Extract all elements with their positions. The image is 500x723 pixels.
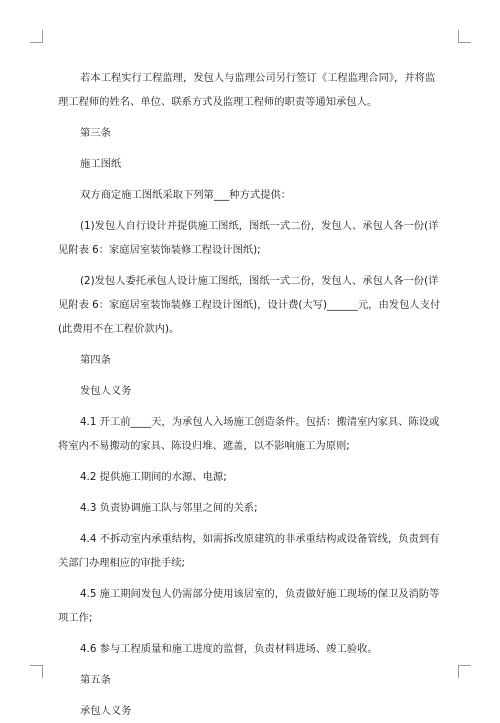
article-5-number: 第五条: [80, 674, 111, 686]
paragraph-option-2-line2: 见附表 6：家庭居室装饰装修工程设计图纸)，设计费(大写)______元，由发包人支付: [58, 299, 441, 311]
article-4-title: 发包人义务: [80, 385, 132, 397]
article-3-number: 第三条: [80, 127, 111, 139]
clause-4-1-line1: 4.1 开工前____天，为承包人入场施工创造条件。包括：搬清室内家具、陈设或: [80, 416, 440, 428]
article-5-title: 承包人义务: [80, 705, 132, 717]
clause-4-4-line2: 关部门办理相应的审批手续;: [58, 557, 186, 569]
clause-4-5-line1: 4.5 施工期间发包人仍需部分使用该居室的，负责做好施工现场的保卫及消防等: [80, 588, 440, 600]
crop-mark-bottom-left: [30, 665, 43, 678]
article-3-title: 施工图纸: [80, 158, 122, 170]
paragraph-option-1-line2: 见附表 6：家庭居室装饰装修工程设计图纸);: [58, 244, 261, 256]
clause-4-4-line1: 4.4 不拆动室内承重结构，如需拆改原建筑的非承重结构或设备管线，负责到有: [80, 533, 440, 545]
clause-4-5-line2: 项工作;: [58, 612, 93, 624]
clause-4-3: 4.3 负责协调施工队与邻里之间的关系;: [80, 502, 258, 514]
clause-4-1-line2: 将室内不易搬动的家具、陈设归堆、遮盖，以不影响施工为原则;: [58, 440, 350, 452]
paragraph-supervision-line1: 若本工程实行工程监理，发包人与监理公司另行签订《工程监理合同》，并将监: [80, 72, 436, 84]
crop-mark-top-right: [458, 30, 471, 43]
crop-mark-bottom-right: [458, 665, 471, 678]
crop-mark-top-left: [30, 30, 43, 43]
clause-4-6: 4.6 参与工程质量和施工进度的监督，负责材料进场、竣工验收。: [80, 643, 378, 655]
paragraph-supervision-line2: 理工程师的姓名、单位、联系方式及监理工程师的职责等通知承包人。: [58, 96, 378, 108]
document-body: [58, 66, 441, 723]
paragraph-option-1-line1: (1)发包人自行设计并提供施工图纸，图纸一式二份，发包人、承包人各一份(详: [80, 220, 439, 232]
paragraph-option-2-line1: (2)发包人委托承包人设计施工图纸，图纸一式二份，发包人、承包人各一份(详: [80, 275, 439, 287]
clause-4-2: 4.2 提供施工期间的水源、电源;: [80, 471, 227, 483]
paragraph-drawing-method: 双方商定施工图纸采取下列第___种方式提供：: [80, 189, 292, 201]
paragraph-option-2-line3: (此费用不在工程价款内)。: [58, 323, 180, 335]
article-4-number: 第四条: [80, 354, 111, 366]
